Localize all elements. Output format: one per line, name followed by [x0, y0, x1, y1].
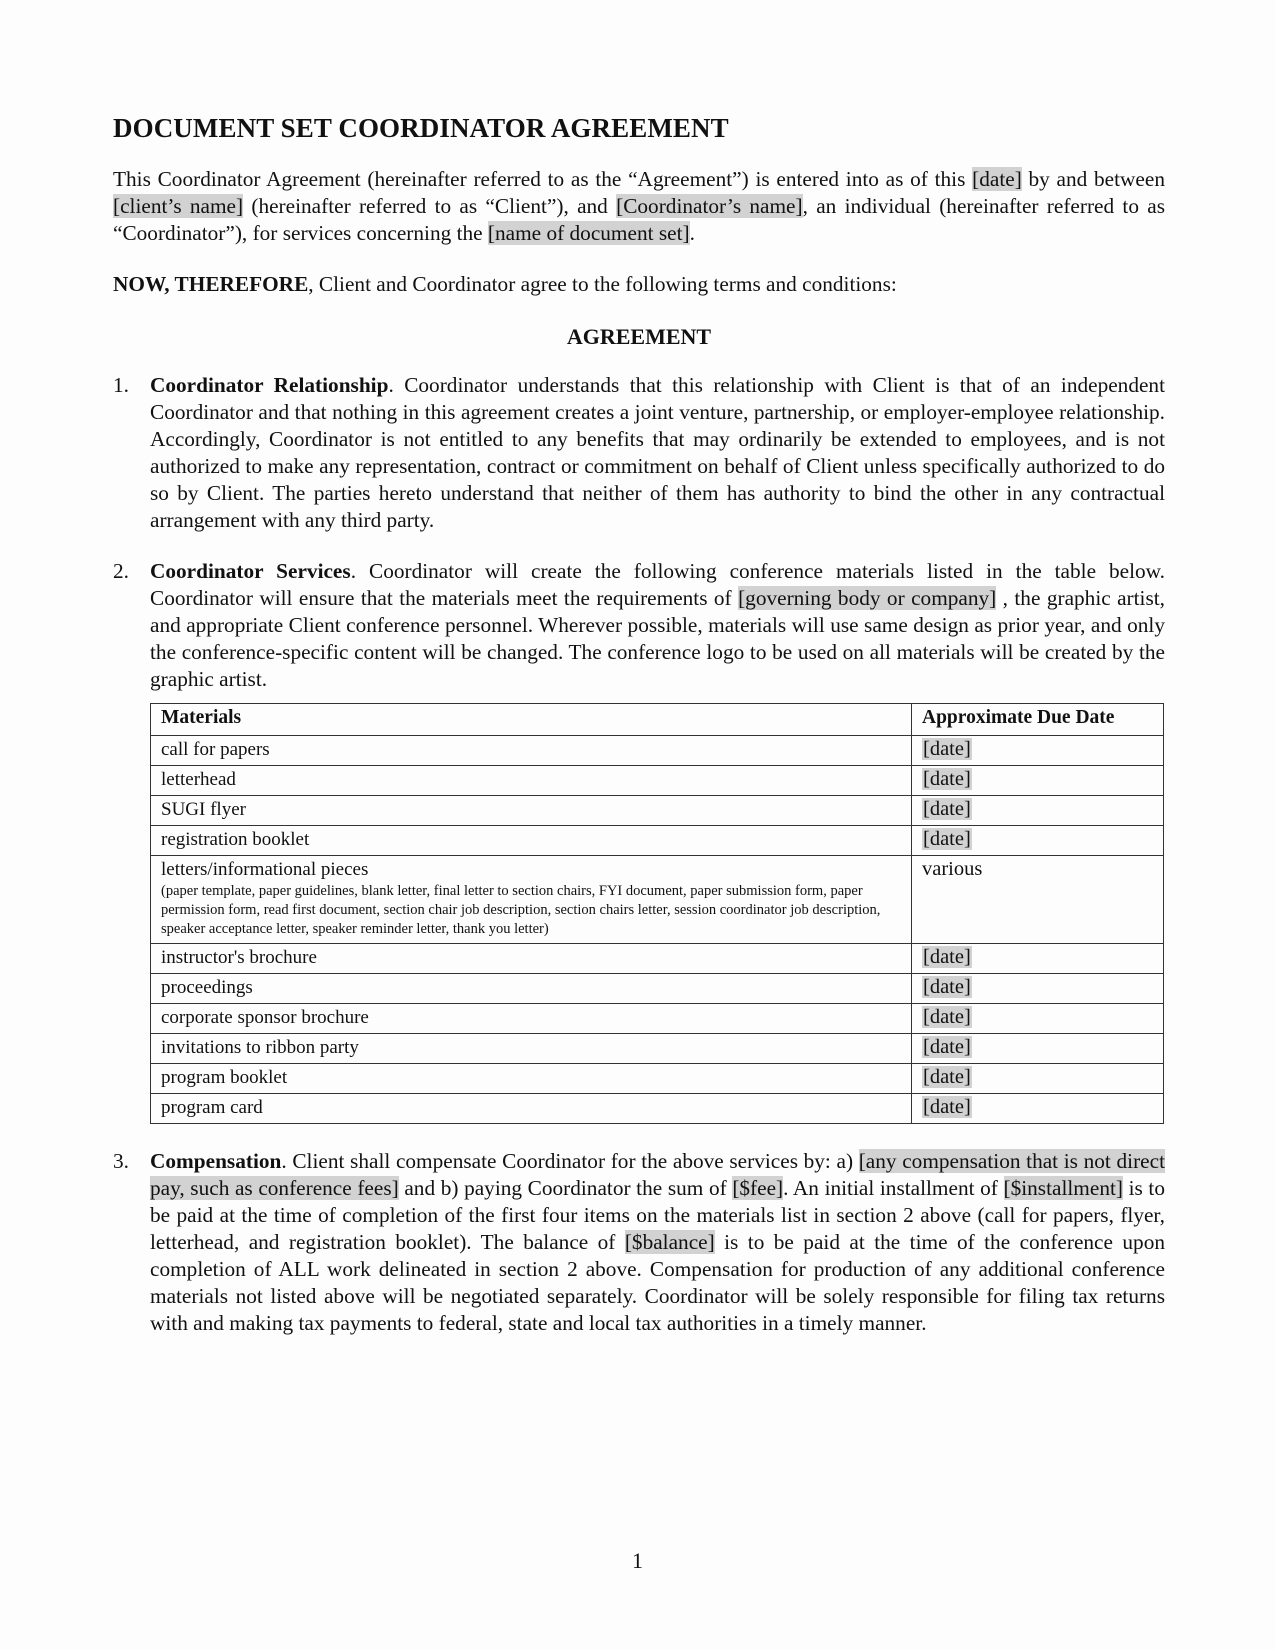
due-date-cell [912, 856, 1164, 944]
material-cell [151, 856, 912, 944]
section-coordinator-services [113, 558, 1165, 1124]
due-date-placeholder[interactable]: [date] [923, 976, 971, 998]
section-number: 2. [113, 559, 129, 583]
due-date-cell [912, 826, 1164, 856]
material-cell [151, 1094, 912, 1124]
material-cell [151, 736, 912, 766]
balance-placeholder[interactable]: [$balance] [624, 1230, 715, 1254]
section-number: 3. [113, 1149, 129, 1173]
material-cell [151, 944, 912, 974]
materials-table [150, 703, 1164, 1124]
page-number: 1 [632, 1548, 643, 1573]
due-date-cell [912, 974, 1164, 1004]
coordinator-name-placeholder[interactable]: [Coordinator’s name] [616, 194, 803, 218]
section-heading: Coordinator Services [150, 559, 351, 583]
intro-text: by and between [1021, 167, 1165, 191]
fee-placeholder[interactable]: [$fee] [732, 1176, 784, 1200]
material-name: instructor's brochure [161, 947, 317, 968]
document-set-placeholder[interactable]: [name of document set] [487, 221, 690, 245]
agreement-heading: AGREEMENT [566, 324, 712, 349]
table-row [151, 944, 1164, 974]
table-row [151, 1004, 1164, 1034]
due-date-placeholder[interactable]: [date] [923, 1096, 971, 1118]
document-title: DOCUMENT SET COORDINATOR AGREEMENT [113, 113, 729, 143]
section-body: is to be paid at the time of the conference upon completion of ALL work delineated in section 2 above. Compensation for production of any additional conference materials not listed above will be negotiated separately. Coordinator will be solely responsible for filing tax returns with and making tax payments to federal, state and local tax authorities in a timely manner. [150, 1230, 1165, 1335]
section-body: . An initial installment of [783, 1176, 1004, 1200]
header-materials: Materials [151, 704, 912, 736]
material-name: letterhead [161, 769, 236, 790]
material-detail: (paper template, paper guidelines, blank letter, final letter to section chairs, FYI document, paper submission form, paper permission form, read first document, section chair job description, section chairs letter, session coordinator job description, speaker acceptance letter, speaker reminder letter, thank you letter) [161, 883, 881, 937]
material-name: registration booklet [161, 829, 310, 850]
table-row [151, 1094, 1164, 1124]
material-name: proceedings [161, 977, 253, 998]
due-date-cell [912, 1094, 1164, 1124]
material-cell [151, 766, 912, 796]
due-date-placeholder[interactable]: [date] [923, 946, 971, 968]
due-date-placeholder[interactable]: [date] [923, 1006, 971, 1028]
intro-text: . [689, 221, 695, 245]
material-cell [151, 1034, 912, 1064]
now-therefore-text: , Client and Coordinator agree to the following terms and conditions: [308, 272, 897, 296]
table-row [151, 826, 1164, 856]
installment-placeholder[interactable]: [$installment] [1003, 1176, 1123, 1200]
table-row [151, 856, 1164, 944]
table-row [151, 766, 1164, 796]
document-page [113, 113, 1165, 1361]
material-cell [151, 974, 912, 1004]
due-date-placeholder[interactable]: [date] [923, 828, 971, 850]
due-date-cell [912, 766, 1164, 796]
header-due-date: Approximate Due Date [912, 704, 1164, 736]
section-text [150, 558, 1165, 693]
material-name: call for papers [161, 739, 270, 760]
section-body: and b) paying Coordinator the sum of [398, 1176, 733, 1200]
section-heading: Coordinator Relationship [150, 373, 389, 397]
table-row [151, 1064, 1164, 1094]
section-text [150, 372, 1165, 534]
section-number: 1. [113, 373, 129, 397]
material-cell [151, 1004, 912, 1034]
section-body: , the graphic artist, and appropriate Client conference personnel. Wherever possible, materials will use same design as prior year, and only the conference-specific content will be changed. The conference logo to be used on all materials will be created by the graphic artist. [150, 586, 1166, 691]
table-row [151, 1034, 1164, 1064]
intro-text: (hereinafter referred to as “Client”), and [243, 194, 617, 218]
section-compensation [113, 1148, 1165, 1337]
due-date-placeholder[interactable]: [date] [923, 768, 971, 790]
material-name: invitations to ribbon party [161, 1037, 359, 1058]
table-row [151, 736, 1164, 766]
table-row [151, 974, 1164, 1004]
due-date-value: various [922, 858, 983, 880]
section-text [150, 1148, 1165, 1337]
now-therefore-paragraph [113, 271, 1165, 298]
section-coordinator-relationship [113, 372, 1165, 534]
section-body: . Client shall compensate Coordinator for the above services by: a) [281, 1149, 859, 1173]
due-date-cell [912, 796, 1164, 826]
material-name: letters/informational pieces [161, 859, 369, 880]
material-name: SUGI flyer [161, 799, 246, 820]
due-date-placeholder[interactable]: [date] [923, 1066, 971, 1088]
section-heading: Compensation [150, 1149, 282, 1173]
intro-text: , an individual (hereinafter referred to as “Coordinator”), for services concerning the [113, 194, 1166, 245]
compensation-placeholder[interactable]: [any compensation that is not direct pay, such as conference fees] [150, 1149, 1165, 1200]
intro-text: This Coordinator Agreement (hereinafter referred to as the “Agreement”) is entered into as of this [113, 167, 973, 191]
due-date-placeholder[interactable]: [date] [923, 1036, 971, 1058]
table-row [151, 796, 1164, 826]
material-cell [151, 1064, 912, 1094]
section-body: is to be paid at the time of completion of the first four items on the materials list in section 2 above (call for papers, flyer, letterhead, and registration booklet). The balance of [150, 1176, 1165, 1254]
material-cell [151, 796, 912, 826]
due-date-cell [912, 736, 1164, 766]
now-therefore-label: NOW, THEREFORE [113, 272, 309, 296]
date-placeholder[interactable]: [date] [972, 167, 1022, 191]
material-name: program card [161, 1097, 263, 1118]
section-body: . Coordinator will create the following conference materials listed in the table below. Coordinator will ensure that the materials meet the requirements of [150, 559, 1165, 610]
table-header-row [151, 704, 1164, 736]
governing-body-placeholder[interactable]: [governing body or company] [738, 586, 997, 610]
section-body: . Coordinator understands that this relationship with Client is that of an independent Coordinator and that nothing in this agreement creates a joint venture, partnership, or employer-employee relationship. Accordingly, Coordinator is not entitled to any benefits that may ordinarily be extended to employees, and is not authorized to make any representation, contract or commitment on behalf of Client unless specifically authorized to do so by Client. The parties hereto understand that neither of them has authority to bind the other in any contractual arrangement with any third party. [150, 373, 1165, 532]
due-date-cell [912, 1064, 1164, 1094]
due-date-cell [912, 944, 1164, 974]
material-name: program booklet [161, 1067, 288, 1088]
intro-paragraph [113, 166, 1165, 247]
client-name-placeholder[interactable]: [client’s name] [113, 194, 244, 218]
due-date-cell [912, 1034, 1164, 1064]
materials-table-body [151, 736, 1164, 1124]
material-name: corporate sponsor brochure [161, 1007, 369, 1028]
due-date-placeholder[interactable]: [date] [923, 798, 971, 820]
due-date-cell [912, 1004, 1164, 1034]
due-date-placeholder[interactable]: [date] [923, 738, 971, 760]
material-cell [151, 826, 912, 856]
